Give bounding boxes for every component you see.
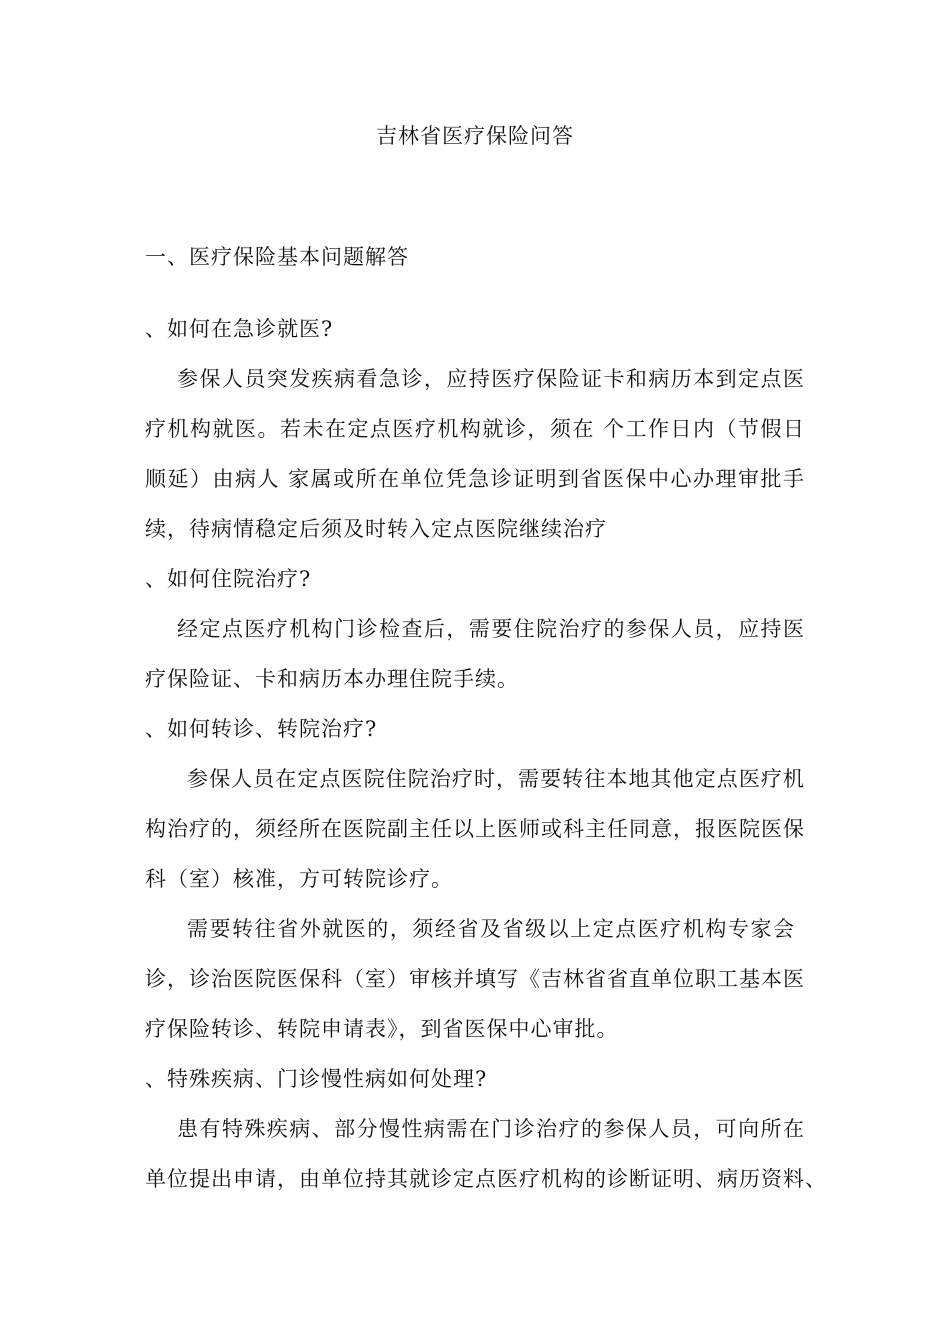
question-hospitalization: 、如何住院治疗?: [145, 567, 312, 591]
document-title: 吉林省医疗保险问答: [376, 124, 574, 148]
answer-line: 诊，诊治医院医保科（室）审核并填写《吉林省省直单位职工基本医: [145, 967, 805, 991]
answer-line: 续，待病情稳定后须及时转入定点医院继续治疗: [145, 517, 607, 541]
question-special-disease: 、特殊疾病、门诊慢性病如何处理?: [145, 1067, 488, 1091]
answer-line: 疗保险证、卡和病历本办理住院手续。: [145, 667, 519, 691]
answer-line: 患有特殊疾病、部分慢性病需在门诊治疗的参保人员，可向所在: [177, 1117, 805, 1141]
answer-line: 需要转往省外就医的，须经省及省级以上定点医疗机构专家会: [187, 917, 795, 941]
answer-line: 顺延）由病人 家属或所在单位凭急诊证明到省医保中心办理审批手: [145, 467, 805, 491]
answer-line: 参保人员突发疾病看急诊，应持医疗保险证卡和病历本到定点医: [177, 367, 805, 391]
answer-line: 疗保险转诊、转院申请表》，到省医保中心审批。: [145, 1017, 619, 1041]
question-emergency: 、如何在急诊就医?: [145, 317, 334, 341]
question-transfer: 、如何转诊、转院治疗?: [145, 717, 378, 741]
section-heading: 一、医疗保险基本问题解答: [145, 245, 409, 269]
answer-line: 参保人员在定点医院住院治疗时，需要转往本地其他定点医疗机: [187, 767, 805, 791]
answer-line: 单位提出申请，由单位持其就诊定点医疗机构的诊断证明、病历资料、: [145, 1167, 827, 1191]
answer-line: 科（室）核准，方可转院诊疗。: [145, 867, 453, 891]
answer-line: 构治疗的，须经所在医院副主任以上医师或科主任同意，报医院医保: [145, 817, 805, 841]
answer-line: 疗机构就医。若未在定点医疗机构就诊，须在 个工作日内（节假日: [145, 417, 805, 441]
answer-line: 经定点医疗机构门诊检查后，需要住院治疗的参保人员，应持医: [177, 617, 805, 641]
